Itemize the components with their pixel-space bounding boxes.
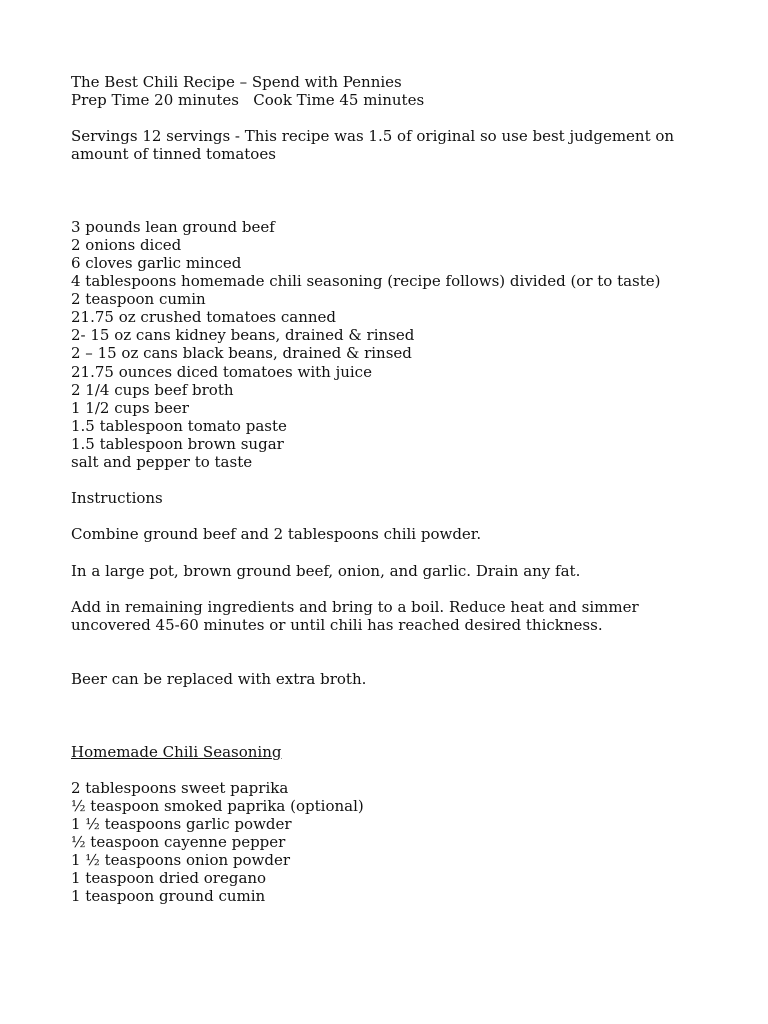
ingredient-item: 2 1/4 cups beef broth — [71, 380, 234, 399]
recipe-title: The Best Chili Recipe – Spend with Pennies — [71, 73, 402, 91]
ingredient-item: 1.5 tablespoon brown sugar — [71, 434, 284, 453]
ingredient-item: 2 onions diced — [71, 235, 182, 254]
ingredient-item: 2- 15 oz cans kidney beans, drained & rinsed — [71, 326, 415, 345]
seasoning-item: 1 teaspoon ground cumin — [71, 887, 266, 906]
recipe-note: Beer can be replaced with extra broth. — [71, 670, 367, 689]
seasoning-item: ½ teaspoon smoked paprika (optional) — [71, 796, 364, 815]
seasoning-heading: Homemade Chili Seasoning — [71, 742, 282, 761]
seasoning-item: ½ teaspoon cayenne pepper — [71, 832, 286, 851]
ingredient-item: 2 – 15 oz cans black beans, drained & rinsed — [71, 344, 412, 363]
ingredient-item: salt and pepper to taste — [71, 452, 253, 471]
seasoning-list — [71, 779, 711, 906]
ingredient-item: 3 pounds lean ground beef — [71, 217, 275, 236]
recipe-times: Prep Time 20 minutes Cook Time 45 minutes — [71, 91, 425, 110]
ingredient-item: 2 teaspoon cumin — [71, 290, 206, 309]
instructions-heading: Instructions — [71, 489, 163, 508]
document-page — [71, 73, 711, 905]
ingredient-item: 21.75 ounces diced tomatoes with juice — [71, 362, 372, 381]
seasoning-item: 1 ½ teaspoons onion powder — [71, 851, 291, 870]
seasoning-item: 2 tablespoons sweet paprika — [71, 778, 289, 797]
recipe-servings: Servings 12 servings - This recipe was 1.5 of original so use best judgement on amount of tinned tomatoes — [71, 127, 675, 164]
seasoning-item: 1 teaspoon dried oregano — [71, 869, 267, 888]
ingredient-item: 21.75 oz crushed tomatoes canned — [71, 308, 337, 327]
seasoning-item: 1 ½ teaspoons garlic powder — [71, 814, 292, 833]
ingredient-item: 1 1/2 cups beer — [71, 398, 189, 417]
instruction-step: In a large pot, brown ground beef, onion, and garlic. Drain any fat. — [71, 561, 581, 580]
instruction-step: Add in remaining ingredients and bring to a boil. Reduce heat and simmer uncovered 45-60 minutes or until chili has reached desired thickness. — [71, 597, 639, 634]
ingredient-list — [71, 218, 711, 471]
instruction-step: Combine ground beef and 2 tablespoons chili powder. — [71, 525, 482, 544]
ingredient-item: 6 cloves garlic minced — [71, 253, 242, 272]
ingredient-item: 4 tablespoons homemade chili seasoning (recipe follows) divided (or to taste) — [71, 272, 661, 291]
ingredient-item: 1.5 tablespoon tomato paste — [71, 416, 287, 435]
